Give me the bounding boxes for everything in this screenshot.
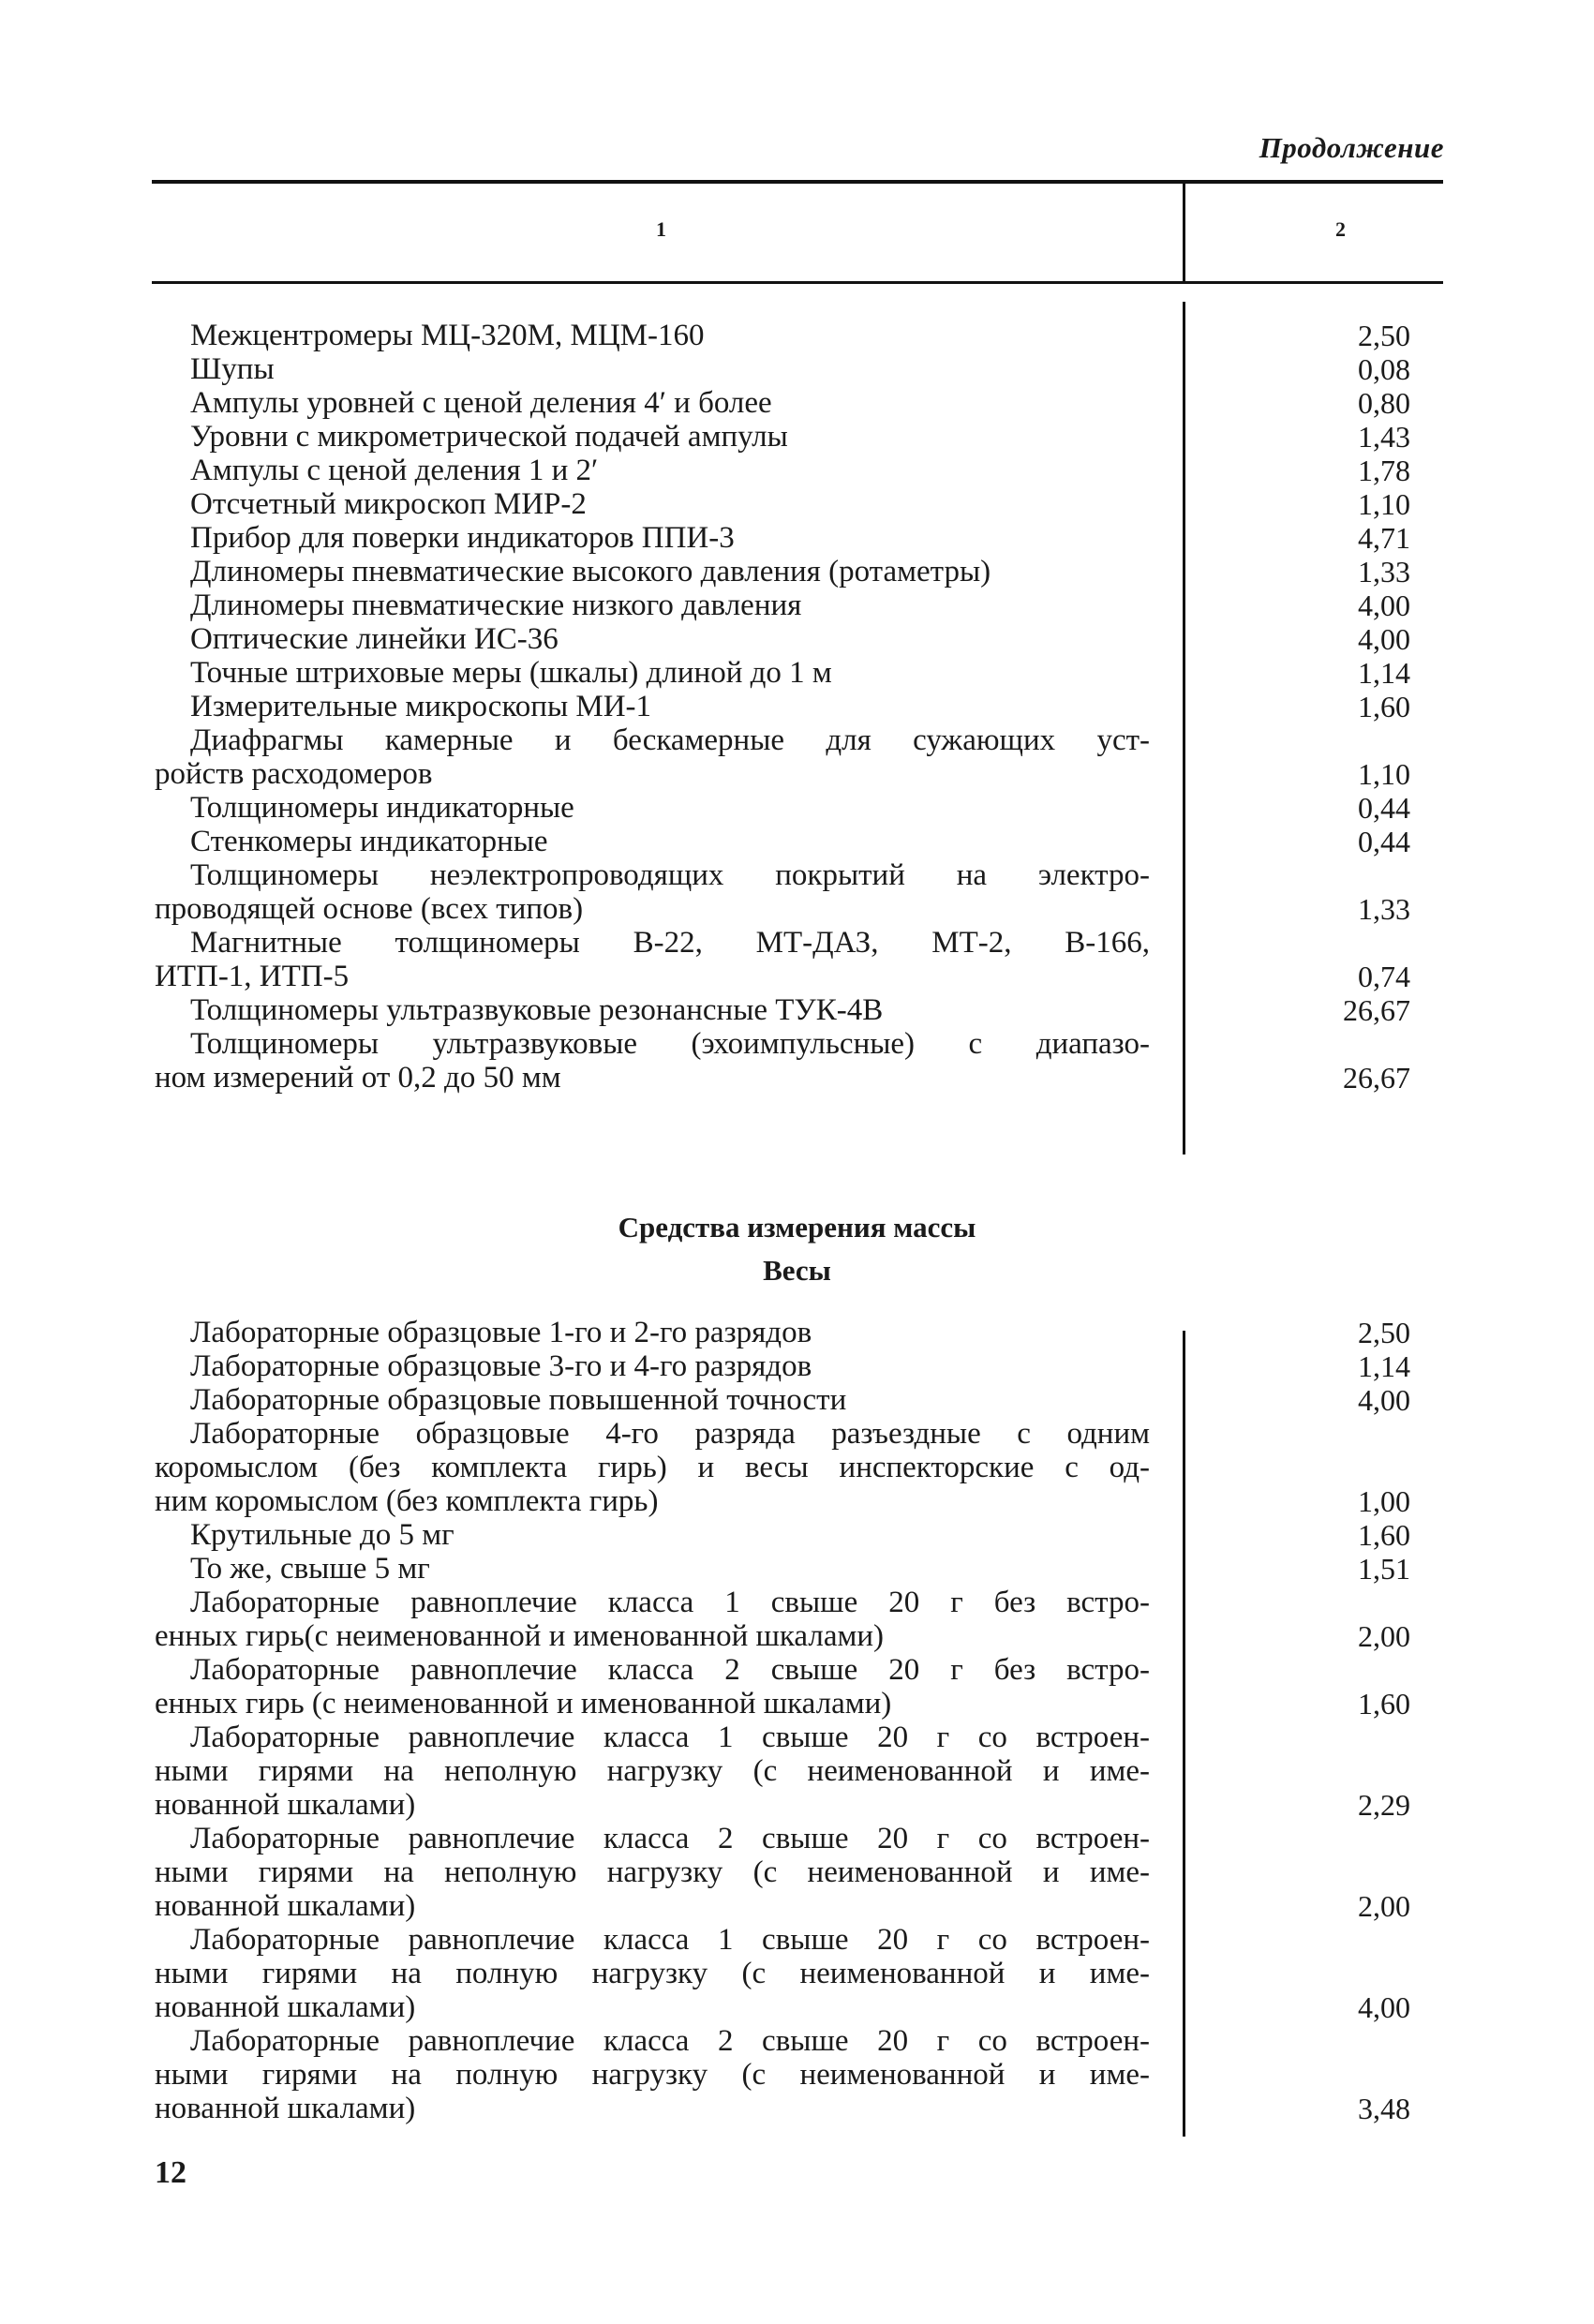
row-description [155, 1923, 1150, 2024]
row-description [155, 1552, 1150, 1586]
row-line: Ампулы с ценой деления 1 и 2′ [190, 454, 599, 487]
row-description [155, 622, 1150, 656]
row-value: 1,10 [1358, 487, 1410, 521]
row-description [155, 690, 1150, 723]
row-value: 4,00 [1358, 1990, 1410, 2024]
header-bottom-rule [152, 281, 1443, 284]
row-line: Магнитные толщиномеры В-22, МТ-ДАЗ, МТ-2, В-166, [190, 926, 1150, 960]
row-line: нованной шкалами) [155, 1889, 416, 1923]
row-line: ИТП-1, ИТП-5 [155, 960, 350, 993]
row-description [155, 723, 1150, 791]
row-line: ройств расходомеров [155, 757, 433, 791]
row-line: ными гирями на полную нагрузку (с неименованной и име- [155, 2058, 1150, 2092]
row-description [155, 1721, 1150, 1822]
row-line: енных гирь (с неименованной и именованной шкалами) [155, 1687, 892, 1721]
row-line: ном измерений от 0,2 до 50 мм [155, 1061, 561, 1095]
row-line: Межцентромеры МЦ-320М, МЦМ-160 [190, 319, 705, 352]
row-value: 1,51 [1358, 1552, 1410, 1586]
row-description [155, 487, 1150, 521]
row-value: 4,71 [1358, 521, 1410, 555]
row-line: То же, свыше 5 мг [190, 1552, 430, 1586]
row-value: 2,00 [1358, 1889, 1410, 1923]
row-line: Уровни с микрометрической подачей ампулы [190, 420, 788, 454]
row-description [155, 1822, 1150, 1923]
row-description [155, 521, 1150, 555]
row-description [155, 555, 1150, 588]
row-line: Длиномеры пневматические низкого давления [190, 588, 802, 622]
row-line: Ампулы уровней с ценой деления 4′ и более [190, 386, 772, 420]
table1-column-divider [1183, 302, 1185, 1155]
row-value: 4,00 [1358, 1383, 1410, 1417]
row-line: Толщиномеры ультразвуковые резонансные ТУК-4В [190, 993, 884, 1027]
row-line: Лабораторные равноплечие класса 2 свыше 20 г со встроен- [190, 2024, 1150, 2058]
row-line: Лабораторные образцовые повышенной точности [190, 1383, 847, 1417]
row-line: Оптические линейки ИС-36 [190, 622, 559, 656]
row-description [155, 420, 1150, 454]
section-title: Средства измерения массы [618, 1211, 976, 1244]
row-line: Толщиномеры неэлектропроводящих покрытий на электро- [190, 858, 1150, 892]
page-number: 12 [155, 2155, 186, 2190]
row-line: Шупы [190, 352, 275, 386]
row-value: 1,33 [1358, 892, 1410, 926]
row-description [155, 588, 1150, 622]
table2-column-divider [1183, 1331, 1185, 2137]
row-line: Лабораторные образцовые 1-го и 2-го разрядов [190, 1316, 812, 1349]
row-line: коромыслом (без комплекта гирь) и весы инспекторские с од- [155, 1451, 1150, 1484]
row-description [155, 2024, 1150, 2125]
row-line: Длиномеры пневматические высокого давления (ротаметры) [190, 555, 991, 588]
row-description [155, 1518, 1150, 1552]
row-value: 1,43 [1358, 420, 1410, 454]
column-header-2: 2 [1335, 217, 1346, 241]
row-description [155, 926, 1150, 993]
row-value: 1,33 [1358, 555, 1410, 588]
row-value: 0,74 [1358, 960, 1410, 993]
row-value: 0,44 [1358, 791, 1410, 825]
row-value: 3,48 [1358, 2092, 1410, 2125]
row-line: Прибор для поверки индикаторов ППИ-3 [190, 521, 735, 555]
row-line: ными гирями на неполную нагрузку (с неименованной и име- [155, 1855, 1150, 1889]
row-value: 4,00 [1358, 622, 1410, 656]
column-header-1: 1 [656, 217, 666, 241]
row-line: ными гирями на полную нагрузку (с неименованной и име- [155, 1957, 1150, 1990]
row-description [155, 1586, 1150, 1653]
row-value: 1,14 [1358, 656, 1410, 690]
row-value: 1,00 [1358, 1484, 1410, 1518]
row-value: 0,08 [1358, 352, 1410, 386]
row-description [155, 993, 1150, 1027]
row-line: Лабораторные равноплечие класса 2 свыше 20 г со встроен- [190, 1822, 1150, 1855]
row-line: Измерительные микроскопы МИ-1 [190, 690, 652, 723]
row-description [155, 825, 1150, 858]
row-line: Стенкомеры индикаторные [190, 825, 548, 858]
row-line: проводящей основе (всех типов) [155, 892, 584, 926]
row-line: Диафрагмы камерные и бескамерные для сужающих уст- [190, 723, 1150, 757]
row-description [155, 319, 1150, 352]
table-top-rule [152, 180, 1443, 184]
row-value: 0,80 [1358, 386, 1410, 420]
row-value: 1,78 [1358, 454, 1410, 487]
row-line: нованной шкалами) [155, 1788, 416, 1822]
row-description [155, 352, 1150, 386]
row-line: Лабораторные равноплечие класса 1 свыше 20 г без встро- [190, 1586, 1150, 1619]
header-column-divider [1183, 182, 1185, 283]
continued-label: Продолжение [1259, 131, 1444, 164]
row-value: 0,44 [1358, 825, 1410, 858]
row-line: Толщиномеры индикаторные [190, 791, 574, 825]
row-value: 1,60 [1358, 1687, 1410, 1721]
row-line: енных гирь(с неименованной и именованной шкалами) [155, 1619, 885, 1653]
row-value: 26,67 [1343, 993, 1410, 1027]
row-value: 26,67 [1343, 1061, 1410, 1095]
row-value: 2,50 [1358, 1316, 1410, 1349]
row-description [155, 1653, 1150, 1721]
row-value: 1,14 [1358, 1349, 1410, 1383]
row-description [155, 1383, 1150, 1417]
row-line: Лабораторные равноплечие класса 2 свыше 20 г без встро- [190, 1653, 1150, 1687]
row-value: 4,00 [1358, 588, 1410, 622]
row-line: Крутильные до 5 мг [190, 1518, 454, 1552]
row-description [155, 1316, 1150, 1349]
row-value: 2,50 [1358, 319, 1410, 352]
row-value: 1,60 [1358, 690, 1410, 723]
row-description [155, 454, 1150, 487]
row-line: Отсчетный микроскоп МИР-2 [190, 487, 587, 521]
row-value: 1,60 [1358, 1518, 1410, 1552]
row-description [155, 1027, 1150, 1095]
row-description [155, 386, 1150, 420]
row-line: Лабораторные образцовые 4-го разряда разъездные с одним [190, 1417, 1150, 1451]
row-description [155, 858, 1150, 926]
row-description [155, 1349, 1150, 1383]
row-line: Лабораторные образцовые 3-го и 4-го разрядов [190, 1349, 812, 1383]
row-line: нованной шкалами) [155, 2092, 416, 2125]
row-description [155, 656, 1150, 690]
row-line: нованной шкалами) [155, 1990, 416, 2024]
row-description [155, 791, 1150, 825]
row-value: 1,10 [1358, 757, 1410, 791]
row-value: 2,29 [1358, 1788, 1410, 1822]
row-line: Лабораторные равноплечие класса 1 свыше 20 г со встроен- [190, 1721, 1150, 1754]
row-description [155, 1417, 1150, 1518]
row-line: Лабораторные равноплечие класса 1 свыше 20 г со встроен- [190, 1923, 1150, 1957]
row-line: Точные штриховые меры (шкалы) длиной до 1 м [190, 656, 832, 690]
row-value: 2,00 [1358, 1619, 1410, 1653]
section-subtitle: Весы [763, 1254, 831, 1287]
row-line: Толщиномеры ультразвуковые (эхоимпульсные) с диапазо- [190, 1027, 1150, 1061]
row-line: ными гирями на неполную нагрузку (с неименованной и име- [155, 1754, 1150, 1788]
row-line: ним коромыслом (без комплекта гирь) [155, 1484, 659, 1518]
